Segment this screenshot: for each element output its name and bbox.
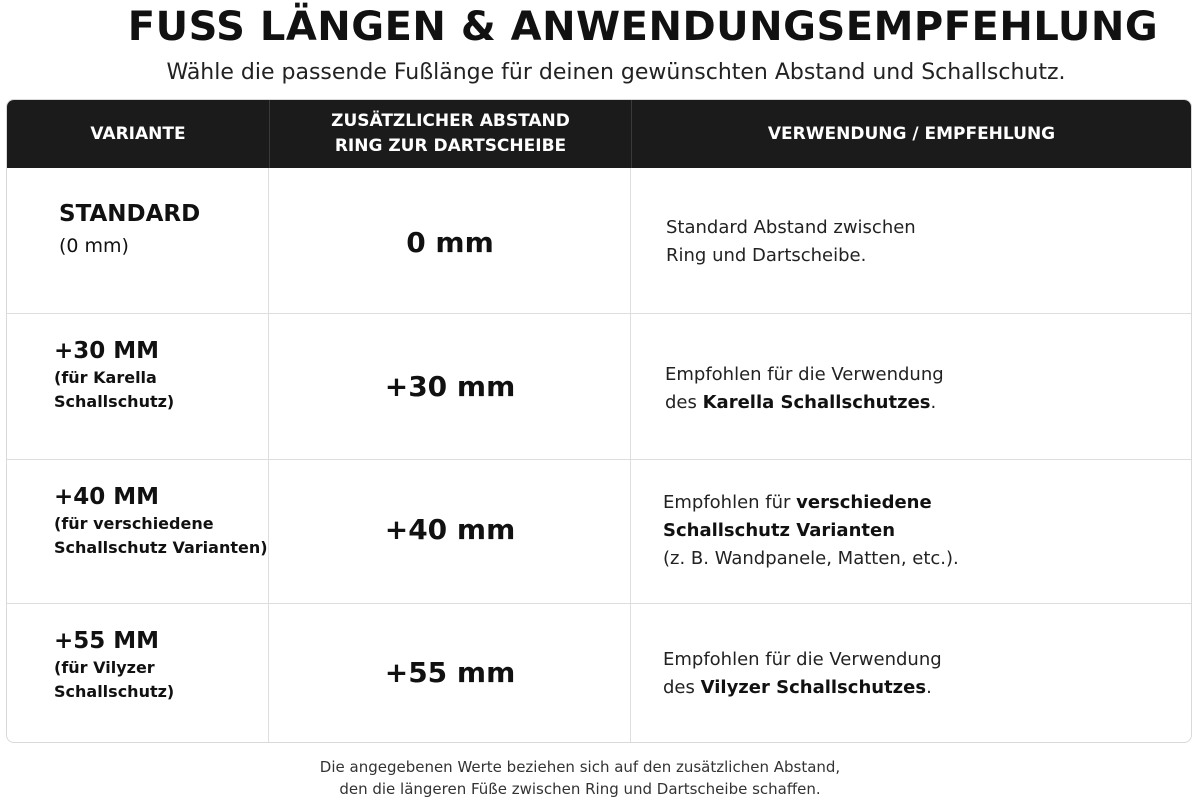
variant-note-line-1: (für Karella	[54, 368, 157, 387]
variant-cell	[54, 626, 174, 704]
variant-cell	[54, 336, 174, 414]
usage-line-2	[663, 517, 959, 545]
usage-cell	[666, 214, 916, 270]
variant-name: +30 MM	[54, 338, 160, 364]
table-row-55mm	[7, 603, 1191, 743]
table-row-40mm	[7, 459, 1191, 603]
footnote-line-2: den die längeren Füße zwischen Ring und Dartscheibe schaffen.	[339, 780, 821, 798]
usage-highlight: Vilyzer Schallschutzes	[700, 677, 927, 698]
usage-line-2: des Vilyzer Schallschutzes.	[663, 677, 932, 698]
column-header-distance	[269, 100, 631, 168]
column-header-usage	[631, 100, 1191, 168]
distance-value: +40 mm	[384, 513, 516, 546]
usage-cell	[663, 646, 942, 702]
page-subtitle: Wähle die passende Fußlänge für deinen gewünschten Abstand und Schallschutz.	[166, 60, 1066, 85]
variant-cell	[54, 482, 268, 560]
variant-note-line-2: Schallschutz)	[54, 682, 175, 701]
distance-value: +30 mm	[384, 370, 516, 403]
column-header-distance-line2: RING ZUR DARTSCHEIBE	[334, 136, 567, 156]
usage-line-1: Standard Abstand zwischen	[666, 217, 916, 238]
footnote	[0, 756, 1160, 800]
column-header-variant-label: VARIANTE	[90, 123, 186, 144]
variant-note: (0 mm)	[59, 235, 129, 257]
usage-line-1: Empfohlen für die Verwendung	[665, 364, 944, 385]
table-row-standard	[7, 168, 1191, 313]
variant-note-line-2: Schallschutz Varianten)	[54, 538, 268, 557]
variant-note-line-2: Schallschutz)	[54, 392, 175, 411]
footnote-line-1: Die angegebenen Werte beziehen sich auf den zusätzlichen Abstand,	[319, 758, 841, 776]
variant-name: STANDARD	[59, 201, 201, 227]
variant-name: +55 MM	[54, 628, 160, 654]
usage-line-1: Empfohlen für die Verwendung	[663, 649, 942, 670]
distance-value: 0 mm	[406, 226, 494, 259]
usage-line-3: (z. B. Wandpanele, Matten, etc.).	[663, 548, 959, 569]
usage-line-2: des Karella Schallschutzes.	[665, 392, 937, 413]
usage-cell	[665, 361, 944, 417]
usage-line-2: Ring und Dartscheibe.	[666, 245, 867, 266]
usage-highlight: Karella Schallschutzes	[702, 392, 931, 413]
column-header-distance-line1: ZUSÄTZLICHER ABSTAND	[331, 111, 570, 131]
usage-highlight: verschiedene	[796, 492, 932, 513]
column-header-usage-label: VERWENDUNG / EMPFEHLUNG	[767, 123, 1056, 144]
variant-name: +40 MM	[54, 484, 160, 510]
usage-cell	[663, 489, 959, 573]
usage-highlight: Schallschutz Varianten	[663, 520, 896, 541]
length-table	[6, 99, 1192, 743]
distance-value: +55 mm	[384, 656, 516, 689]
variant-cell	[59, 199, 200, 263]
usage-line-1: Empfohlen für verschiedene	[663, 492, 932, 513]
table-header	[7, 100, 1191, 168]
table-row-30mm	[7, 313, 1191, 459]
variant-note-line-1: (für Vilyzer	[54, 658, 155, 677]
column-header-variant	[7, 100, 269, 168]
page-title: FUSS LÄNGEN & ANWENDUNGSEMPFEHLUNG	[127, 4, 1159, 50]
variant-note-line-1: (für verschiedene	[54, 514, 214, 533]
